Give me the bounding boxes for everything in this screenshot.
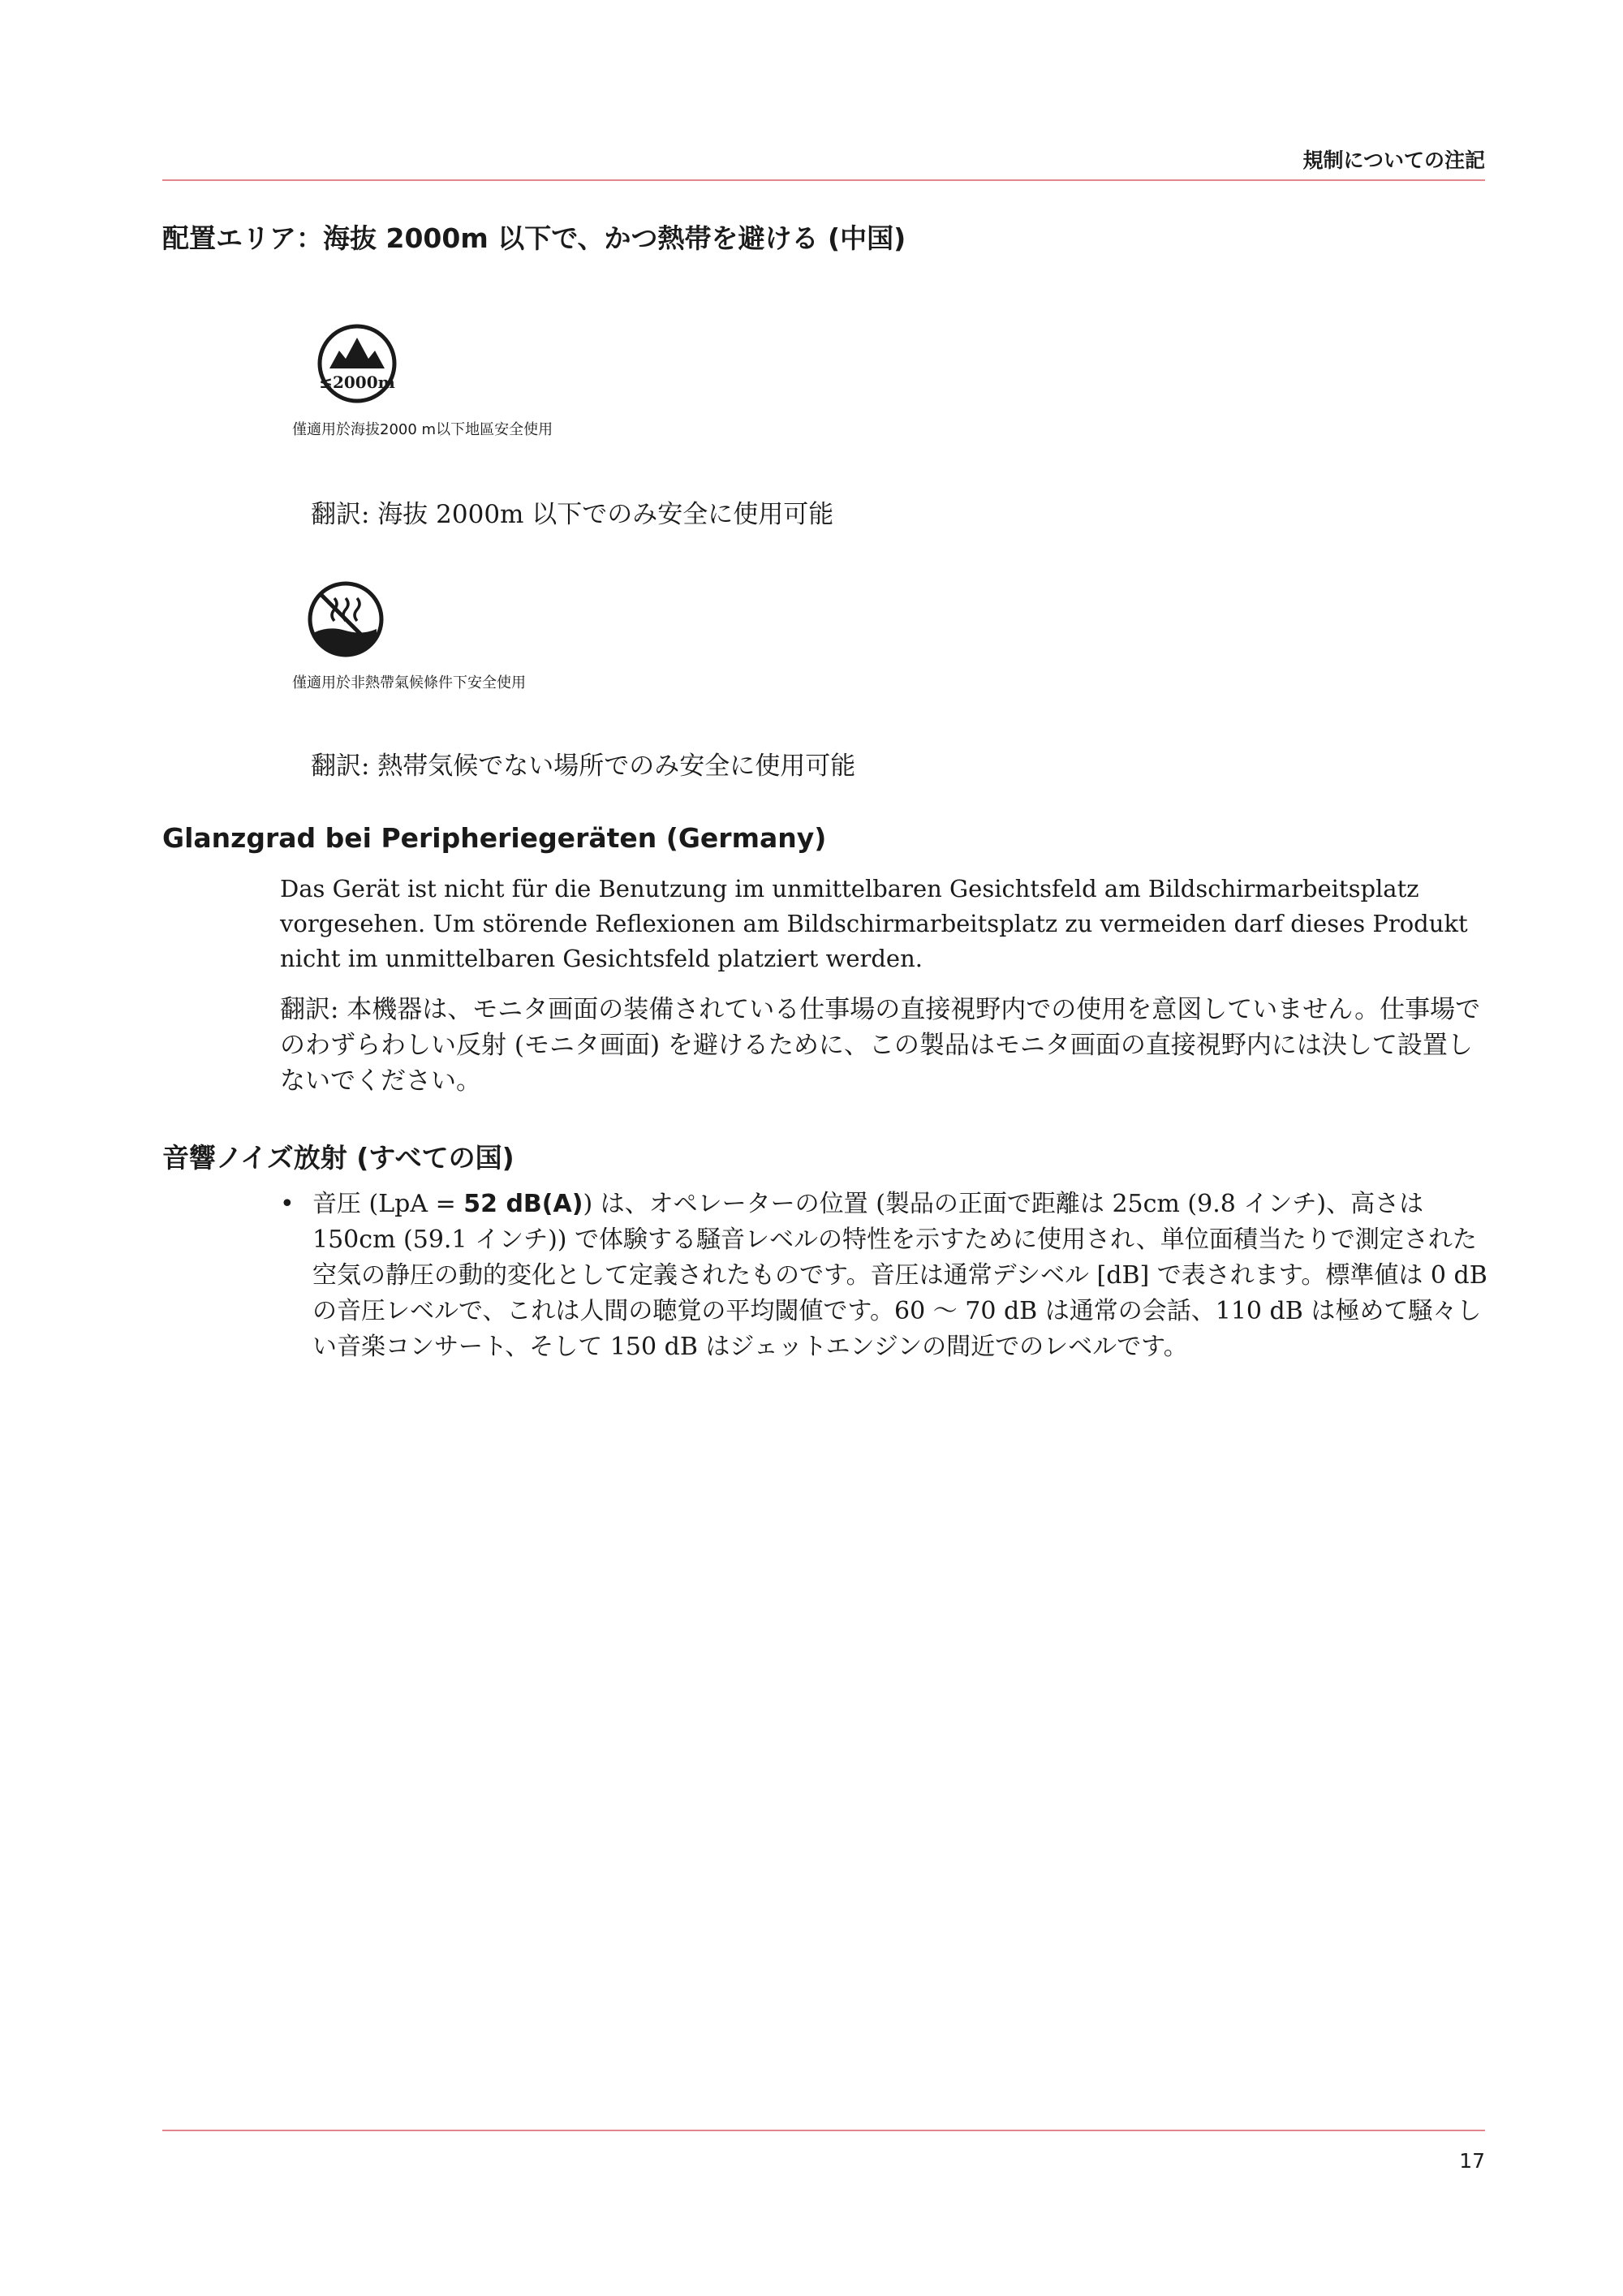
page-number: 17	[1459, 2149, 1485, 2173]
list-item	[280, 1187, 1489, 1365]
footer-rule	[162, 2130, 1485, 2131]
section-heading-altitude: 配置エリア：海抜 2000m 以下で、かつ熱帯を避ける (中国)	[162, 222, 906, 254]
altitude-icon-text: ≤2000m	[319, 373, 395, 392]
noise-bullet-value: 52 dB(A)	[463, 1190, 583, 1218]
altitude-2000m-icon	[315, 321, 399, 406]
non-tropical-climate-icon	[305, 579, 386, 660]
running-header: 規制についての注記	[1302, 149, 1485, 172]
non-tropical-symbol-caption: 僅適用於非熱帶氣候條件下安全使用	[292, 674, 526, 691]
gloss-paragraph-jp: 翻訳: 本機器は、モニタ画面の装備されている仕事場の直接視野内での使用を意図していません。仕事場でのわずらわしい反射 (モニタ画面) を避けるために、この製品はモニタ画面の直接視野内には決して設置しないでください。	[280, 995, 1481, 1096]
altitude-symbol-caption: 僅適用於海拔2000 m以下地區安全使用	[292, 421, 553, 438]
noise-bullet-suffix: ) は、オペレーターの位置 (製品の正面で距離は 25cm (9.8 インチ)、高さは 150cm (59.1 インチ)) で体験する騒音レベルの特性を示すために使用され、単位面積当たりで測定された空気の静圧の動的変化として定義されたものです。音圧は通常デシベル [dB] で表されます。標準値は 0 dB の音圧レベルで、これは人間の聴覚の平均閾値です。60 〜 70 dB は通常の会話、110 dB は極めて騒々しい音楽コンサート、そして 150 dB はジェットエンジンの間近でのレベルです。	[312, 1190, 1487, 1361]
noise-bullet-prefix: 音圧 (LpA =	[312, 1190, 464, 1218]
altitude-translation: 翻訳: 海抜 2000m 以下でのみ安全に使用可能	[311, 500, 834, 529]
header-rule	[162, 179, 1485, 181]
section-heading-noise: 音響ノイズ放射 (すべての国)	[162, 1142, 514, 1174]
non-tropical-translation: 翻訳: 熱帯気候でない場所でのみ安全に使用可能	[311, 752, 856, 781]
noise-bullet-list	[280, 1187, 1489, 1365]
section-heading-gloss: Glanzgrad bei Peripheriegeräten (Germany)	[162, 822, 827, 854]
gloss-paragraph-de: Das Gerät ist nicht für die Benutzung im unmittelbaren Gesichtsfeld am Bildschirmarbeitsplatz vorgesehen. Um störende Reflexionen am Bildschirmarbeitsplatz zu vermeiden darf dieses Produkt nicht im unmittelbaren Gesichtsfeld platziert werden.	[280, 875, 1468, 972]
